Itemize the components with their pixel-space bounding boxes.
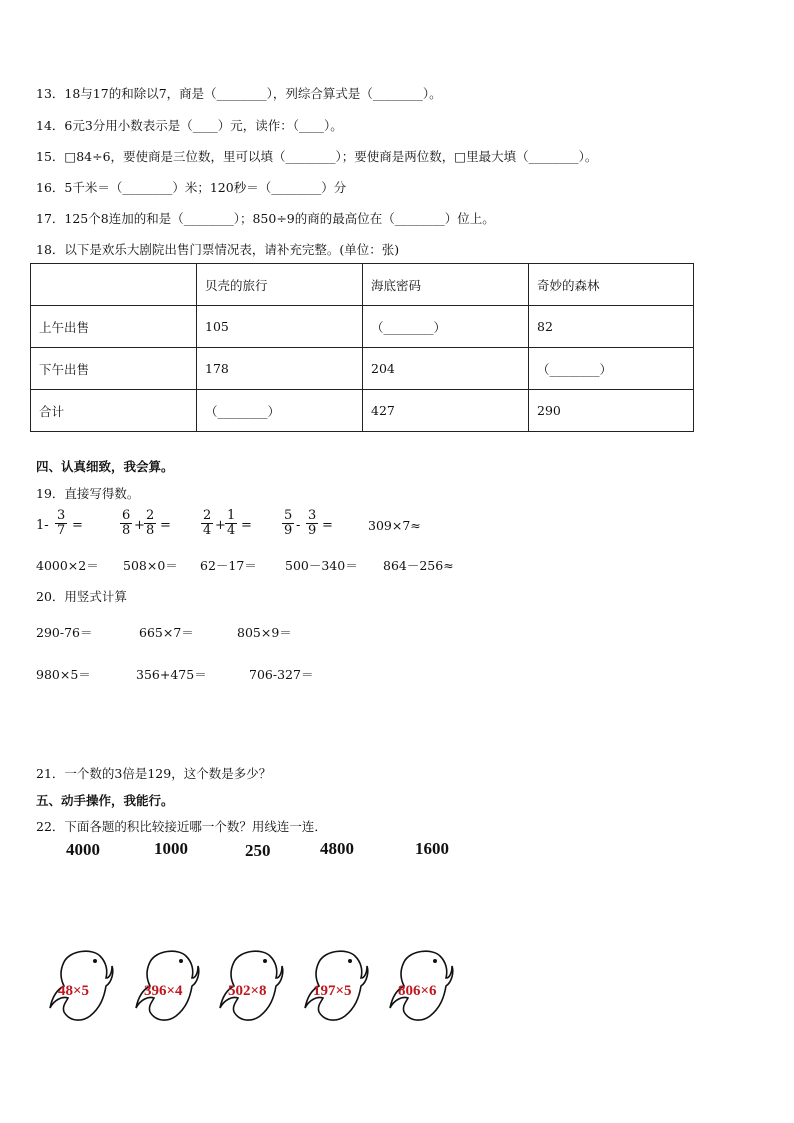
- question-20: 20．用竖式计算: [36, 589, 127, 604]
- table-cell: 178: [197, 348, 363, 390]
- fraction: $\frac{2}{4}$: [203, 508, 212, 538]
- fraction: $\frac{1}{4}$: [227, 508, 236, 538]
- oral-expression: 4000×2＝: [36, 558, 99, 573]
- target-number: 4800: [320, 839, 354, 858]
- target-number: 1600: [415, 839, 449, 858]
- table-blank-cell: （________）: [197, 390, 363, 432]
- target-number: 4000: [66, 840, 100, 859]
- fraction: $\frac{6}{8}$: [122, 508, 131, 538]
- section-5-heading: 五、动手操作，我能行。: [36, 793, 174, 808]
- table-cell: 290: [529, 390, 694, 432]
- fraction: $\frac{2}{8}$: [146, 508, 155, 538]
- table-header-row: [31, 264, 694, 306]
- fish-expression: 502×8: [228, 983, 267, 999]
- question-22: 22．下面各题的积比较接近哪一个数？用线连一连．: [36, 819, 327, 834]
- oral-expression: 309×7≈: [368, 518, 421, 533]
- question-13: 13．18与17的和除以7，商是（________），列综合算式是（________）。: [36, 86, 442, 101]
- table-blank-cell: （________）: [363, 306, 529, 348]
- fish-expression: 806×6: [398, 983, 437, 999]
- vertical-calc: 980×5＝: [36, 667, 91, 682]
- table-cell: [31, 264, 197, 306]
- minus-sign: -: [296, 518, 301, 533]
- table-cell: 204: [363, 348, 529, 390]
- vertical-calc: 290-76＝: [36, 625, 93, 640]
- question-15: 15．□84÷6，要使商是三位数，里可以填（________）；要使商是两位数，□里最大填（________）。: [36, 149, 598, 164]
- fraction: $\frac{3}{7}$: [57, 508, 66, 538]
- table-header-cell: 贝壳的旅行: [197, 264, 363, 306]
- equals: =: [322, 518, 333, 533]
- fish-expression: 396×4: [144, 983, 183, 999]
- question-18: 18．以下是欢乐大剧院出售门票情况表，请补充完整。(单位：张): [36, 242, 400, 257]
- ticket-sales-table: [30, 263, 694, 432]
- fish-card[interactable]: [218, 942, 284, 1024]
- question-21: 21．一个数的3倍是129，这个数是多少？: [36, 766, 272, 781]
- table-cell: 427: [363, 390, 529, 432]
- vertical-calc: 706-327＝: [249, 667, 314, 682]
- equals: =: [72, 518, 83, 533]
- table-blank-cell: （________）: [529, 348, 694, 390]
- equals: =: [160, 518, 171, 533]
- plus-sign: +: [215, 518, 226, 533]
- table-row-label: 下午出售: [31, 348, 197, 390]
- oral-expression: 508×0＝: [123, 558, 178, 573]
- vertical-calc: 665×7＝: [139, 625, 194, 640]
- table-row-label: 上午出售: [31, 306, 197, 348]
- target-number: 250: [245, 841, 271, 860]
- table-cell: 82: [529, 306, 694, 348]
- vertical-calc: 356+475＝: [136, 667, 207, 682]
- table-row: [31, 390, 694, 432]
- fish-card[interactable]: [48, 942, 114, 1024]
- fish-expression: 48×5: [58, 983, 90, 999]
- question-19: 19．直接写得数。: [36, 486, 140, 501]
- fish-expression: 197×5: [313, 983, 352, 999]
- target-number: 1000: [154, 839, 188, 858]
- fish-card[interactable]: [303, 942, 369, 1024]
- vertical-calc: 805×9＝: [237, 625, 292, 640]
- equals: =: [241, 518, 252, 533]
- table-cell: 105: [197, 306, 363, 348]
- table-header-cell: 奇妙的森林: [529, 264, 694, 306]
- fish-card[interactable]: [388, 942, 454, 1024]
- table-header-cell: 海底密码: [363, 264, 529, 306]
- question-17: 17．125个8连加的和是（________）；850÷9的商的最高位在（________）位上。: [36, 211, 495, 226]
- oral-expression: 62－17＝: [200, 558, 257, 573]
- question-14: 14．6元3分用小数表示是（____）元，读作：（____）。: [36, 118, 343, 133]
- fish-card[interactable]: [134, 942, 200, 1024]
- oral-expression: 864－256≈: [383, 558, 454, 573]
- fraction: $\frac{5}{9}$: [284, 508, 293, 538]
- fraction: $\frac{3}{9}$: [308, 508, 317, 538]
- plus-sign: +: [134, 518, 145, 533]
- oral-1-lead: 1-: [36, 518, 49, 533]
- table-row-label: 合计: [31, 390, 197, 432]
- table-row: [31, 306, 694, 348]
- oral-expression: 500－340＝: [285, 558, 358, 573]
- question-16: 16．5千米＝（________）米；120秒＝（________）分: [36, 180, 347, 195]
- table-row: [31, 348, 694, 390]
- section-4-heading: 四、认真细致，我会算。: [36, 459, 174, 474]
